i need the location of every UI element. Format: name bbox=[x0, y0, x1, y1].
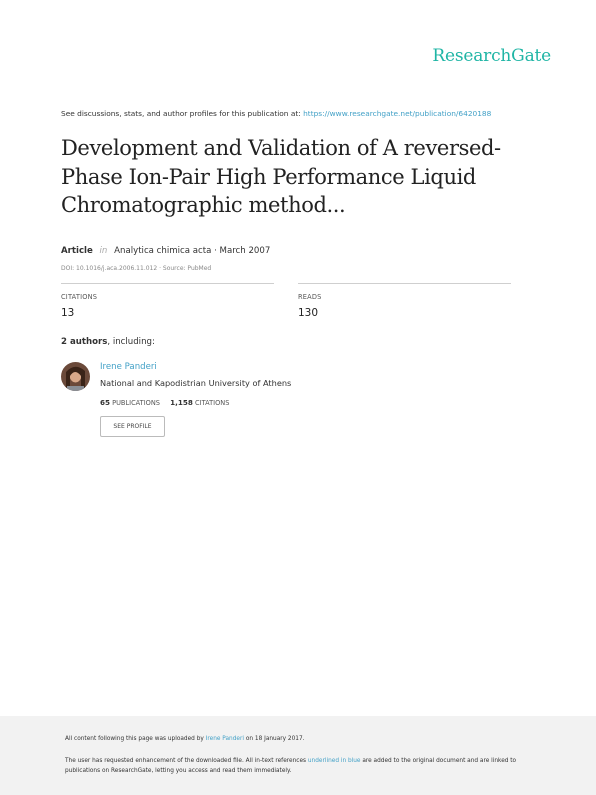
notice-part2: are added to the original document and are linked to publications on ResearchGate, letting you access and read them immediately. bbox=[65, 758, 517, 774]
author-institution: National and Kapodistrian University of Athens bbox=[100, 378, 292, 388]
author-publications-label: PUBLICATIONS bbox=[112, 399, 160, 407]
upload-prefix: All content following this page was uploaded by bbox=[65, 736, 204, 742]
discussion-prefix: See discussions, stats, and author profiles for this publication at: bbox=[61, 109, 301, 118]
publication-type: Article bbox=[61, 246, 93, 256]
author-stats bbox=[100, 398, 291, 407]
publication-meta bbox=[61, 246, 270, 256]
uploader-link[interactable]: Irene Panderi bbox=[205, 736, 244, 742]
author-card bbox=[100, 362, 291, 437]
author-avatar[interactable] bbox=[61, 362, 90, 391]
journal-date: Analytica chimica acta · March 2007 bbox=[114, 246, 271, 256]
publication-url-link[interactable]: https://www.researchgate.net/publication/6420188 bbox=[303, 109, 492, 118]
reads-label: READS bbox=[298, 293, 322, 301]
upload-suffix: on 18 January 2017. bbox=[245, 736, 305, 742]
footer bbox=[0, 716, 596, 795]
author-name-link[interactable]: Irene Panderi bbox=[100, 362, 157, 372]
authors-heading-rest: , including: bbox=[107, 337, 155, 347]
in-word: in bbox=[99, 246, 108, 256]
authors-count: 2 authors bbox=[61, 337, 108, 347]
reads-stat bbox=[298, 283, 511, 319]
citations-label: CITATIONS bbox=[61, 293, 98, 301]
author-publications-count: 65 bbox=[100, 398, 111, 407]
author-citations-label: CITATIONS bbox=[195, 399, 230, 407]
researchgate-logo[interactable]: ResearchGate bbox=[432, 46, 551, 66]
publication-title: Development and Validation of A reversed-Phase Ion-Pair High Performance Liquid Chromatographic method... bbox=[61, 136, 501, 217]
notice-part1: The user has requested enhancement of the downloaded file. All in-text references bbox=[65, 758, 307, 764]
enhancement-notice bbox=[65, 756, 535, 776]
upload-notice bbox=[65, 736, 305, 742]
author-citations-count: 1,158 bbox=[170, 398, 193, 407]
underlined-in-blue-text: underlined in blue bbox=[307, 758, 361, 764]
authors-heading bbox=[61, 337, 155, 347]
doi-source: DOI: 10.1016/j.aca.2006.11.012 · Source: PubMed bbox=[61, 265, 212, 272]
citations-stat bbox=[61, 283, 274, 319]
citations-value: 13 bbox=[61, 307, 75, 319]
see-profile-button[interactable]: SEE PROFILE bbox=[100, 416, 165, 437]
reads-value: 130 bbox=[298, 307, 319, 319]
discussion-notice bbox=[61, 109, 491, 118]
